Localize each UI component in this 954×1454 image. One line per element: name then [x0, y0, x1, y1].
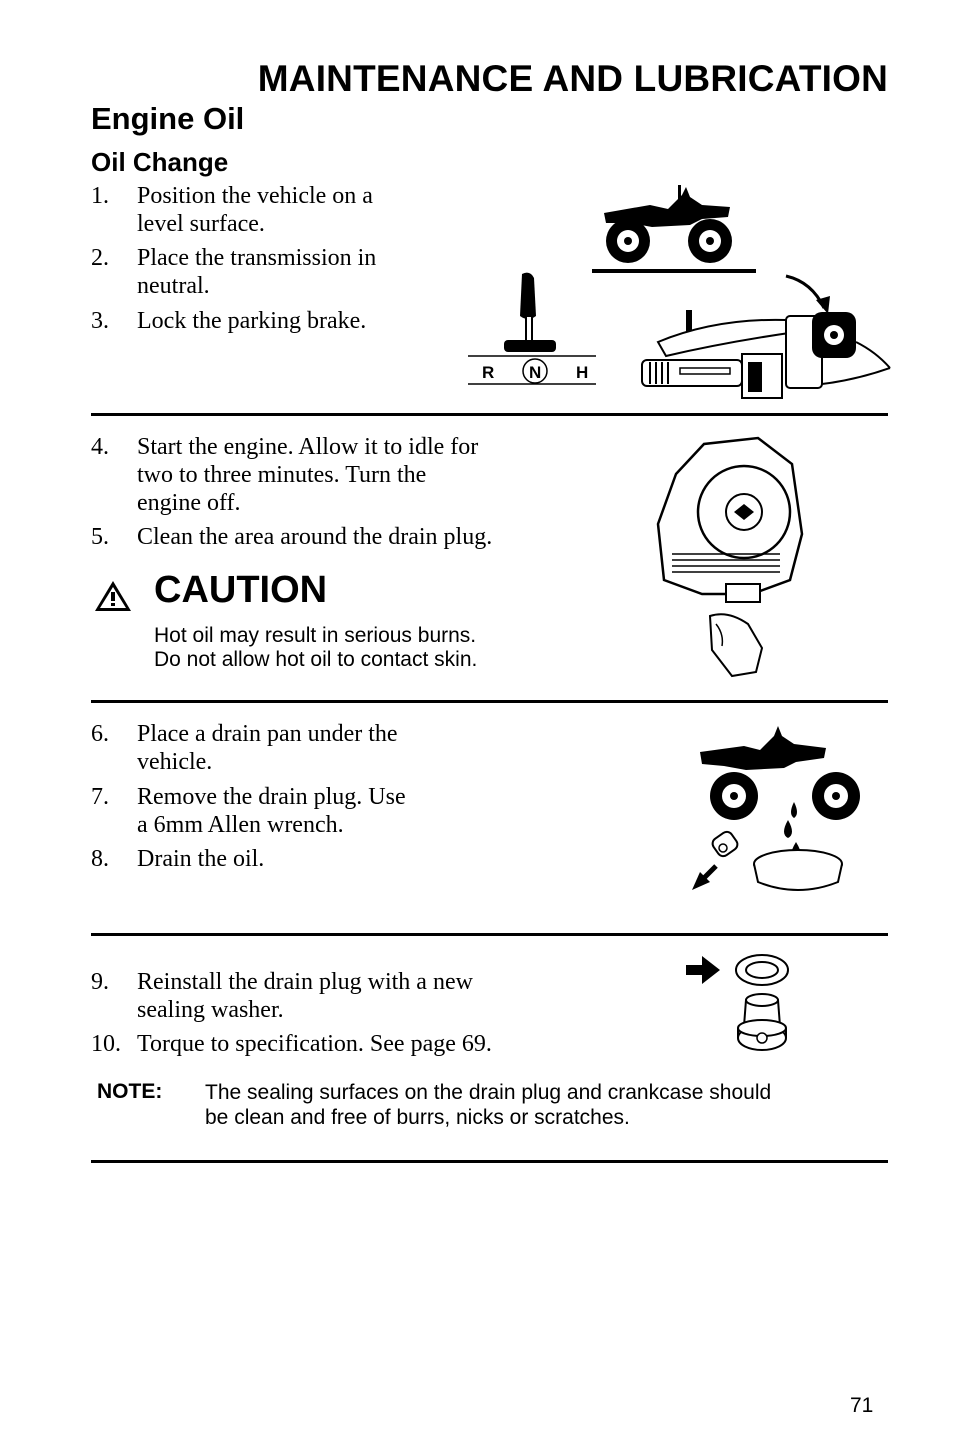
- caution-text-line-2: Do not allow hot oil to contact skin.: [154, 648, 478, 671]
- section-divider: [91, 933, 888, 936]
- drain-pan-icon: [690, 722, 866, 894]
- brake-lever-icon: [636, 272, 892, 408]
- warning-triangle-icon: [93, 579, 133, 613]
- gear-label-high: H: [576, 363, 589, 382]
- note-text-line-1: The sealing surfaces on the drain plug and crankcase should: [205, 1081, 772, 1104]
- drain-plug-icon: [734, 950, 794, 1058]
- chapter-title: MAINTENANCE AND LUBRICATION: [257, 58, 888, 99]
- engine-icon: [652, 434, 808, 678]
- caution-text-line-1: Hot oil may result in serious burns.: [154, 624, 477, 647]
- section-divider: [91, 413, 888, 416]
- gear-label-neutral: N: [529, 363, 542, 382]
- atv-icon: [590, 183, 760, 275]
- page-number: 71: [850, 1394, 874, 1417]
- subsection-title: Oil Change: [91, 147, 229, 177]
- note-label: NOTE:: [97, 1080, 163, 1103]
- gear-label-reverse: R: [482, 363, 495, 382]
- caution-title: CAUTION: [154, 569, 328, 611]
- section-divider: [91, 1160, 888, 1163]
- gear-shifter-icon: [468, 270, 598, 386]
- section-title: Engine Oil: [91, 101, 245, 136]
- section-divider: [91, 700, 888, 703]
- arrow-icon: [686, 956, 720, 984]
- note-text-line-2: be clean and free of burrs, nicks or scratches.: [205, 1106, 630, 1129]
